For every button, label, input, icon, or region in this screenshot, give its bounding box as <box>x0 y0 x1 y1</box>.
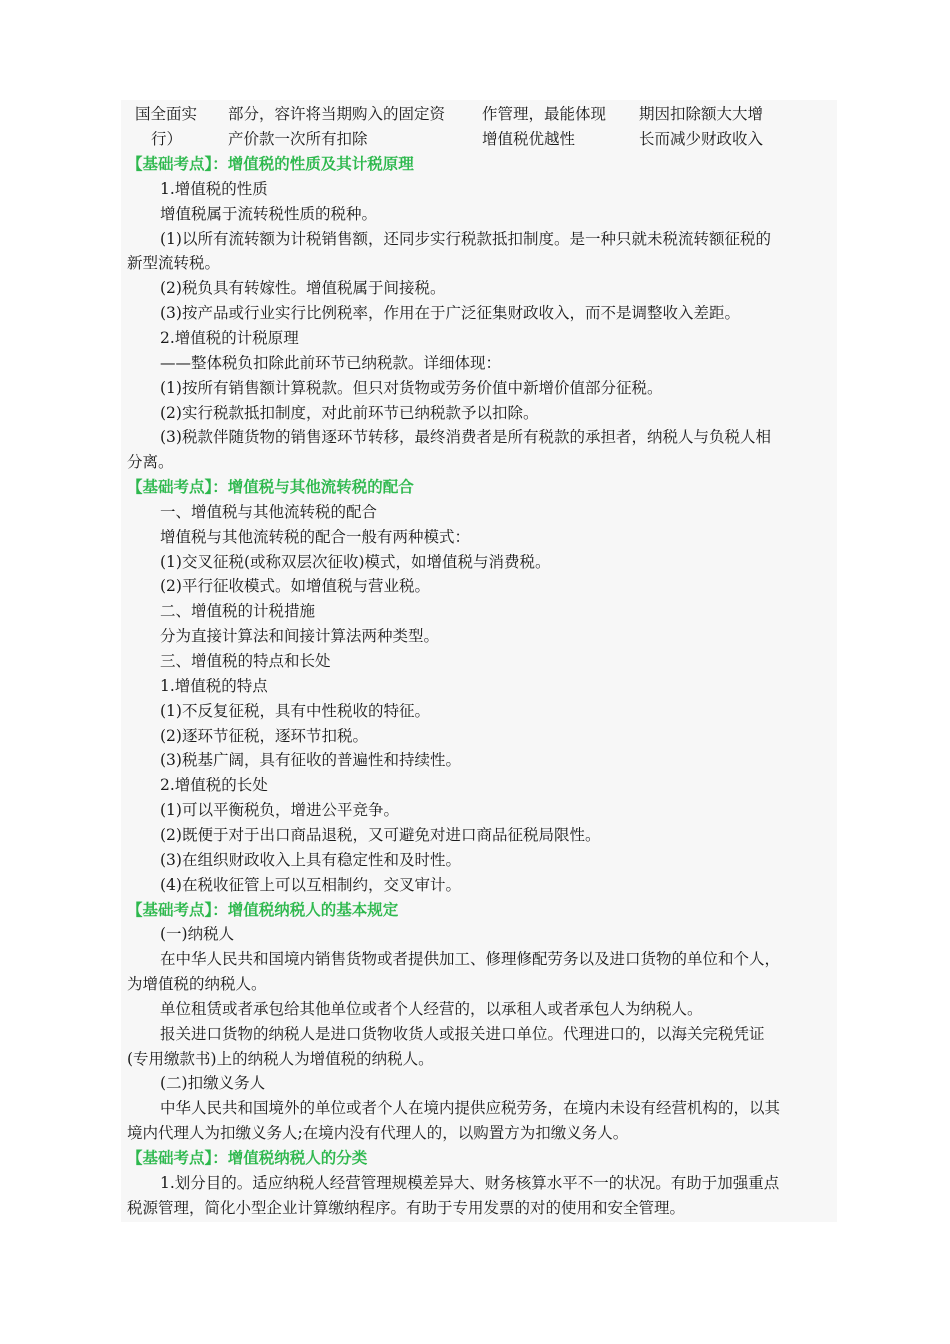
table-cell: 作管理，最能体现 <box>482 105 607 123</box>
text-line: 税源管理，简化小型企业计算缴纳程序。有助于专用发票的对的使用和安全管理。 <box>127 1199 686 1217</box>
section-heading: 【基础考点】：增值税与其他流转税的配合 <box>127 478 414 496</box>
text-line: 单位租赁或者承包给其他单位或者个人经营的，以承租人或者承包人为纳税人。 <box>160 1000 703 1018</box>
text-line: (1)交叉征税(或称双层次征收)模式，如增值税与消费税。 <box>160 553 551 571</box>
text-line: 分为直接计算法和间接计算法两种类型。 <box>160 627 440 645</box>
text-line: 二、增值税的计税措施 <box>160 602 316 620</box>
text-line: (1)不反复征税，具有中性税收的特征。 <box>160 702 430 720</box>
text-line: ——整体税负扣除此前环节已纳税款。详细体现： <box>160 354 502 372</box>
text-line: 报关进口货物的纳税人是进口货物收货人或报关进口单位。代理进口的，以海关完税凭证 <box>160 1025 765 1043</box>
table-cell: 国全面实 <box>135 105 198 123</box>
text-line: (1)可以平衡税负，增进公平竞争。 <box>160 801 399 819</box>
text-line: 新型流转税。 <box>127 254 221 272</box>
text-line: (专用缴款书)上的纳税人为增值税的纳税人。 <box>127 1050 434 1068</box>
text-line: (1)以所有流转额为计税销售额，还同步实行税款抵扣制度。是一种只就未税流转额征税的 <box>160 230 771 248</box>
text-line: (2)实行税款抵扣制度，对此前环节已纳税款予以扣除。 <box>160 404 539 422</box>
text-line: (2)逐环节征税，逐环节扣税。 <box>160 727 368 745</box>
text-line: (2)税负具有转嫁性。增值税属于间接税。 <box>160 279 446 297</box>
table-cell: 期因扣除额大大增 <box>639 105 764 123</box>
text-line: 三、增值税的特点和长处 <box>160 652 331 670</box>
text-line: (一)纳税人 <box>160 925 235 943</box>
text-line: 为增值税的纳税人。 <box>127 975 267 993</box>
text-line: (二)扣缴义务人 <box>160 1074 266 1092</box>
text-line: 1.划分目的。适应纳税人经营管理规模差异大、财务核算水平不一的状况。有助于加强重点 <box>160 1174 780 1192</box>
text-line: (2)平行征收模式。如增值税与营业税。 <box>160 577 430 595</box>
table-cell: 行） <box>151 130 183 148</box>
text-line: 1.增值税的特点 <box>160 677 268 695</box>
text-line: 一、增值税与其他流转税的配合 <box>160 503 378 521</box>
text-line: 1.增值税的性质 <box>160 180 268 198</box>
text-line: 中华人民共和国境外的单位或者个人在境内提供应税劳务，在境内未设有经营机构的，以其 <box>160 1099 781 1117</box>
text-line: 分离。 <box>127 453 174 471</box>
table-fragment <box>121 100 837 152</box>
text-line: (4)在税收征管上可以互相制约，交叉审计。 <box>160 876 461 894</box>
table-cell: 增值税优越性 <box>482 130 576 148</box>
section-heading: 【基础考点】：增值税纳税人的分类 <box>127 1149 368 1167</box>
text-line: 在中华人民共和国境内销售货物或者提供加工、修理修配劳务以及进口货物的单位和个人， <box>160 950 781 968</box>
text-line: (3)税基广阔，具有征收的普遍性和持续性。 <box>160 751 461 769</box>
text-line: 2.增值税的计税原理 <box>160 329 299 347</box>
section-heading: 【基础考点】：增值税的性质及其计税原理 <box>127 155 414 173</box>
text-line: (3)按产品或行业实行比例税率，作用在于广泛征集财政收入，而不是调整收入差距。 <box>160 304 740 322</box>
text-line: 增值税属于流转税性质的税种。 <box>160 205 378 223</box>
text-line: (1)按所有销售额计算税款。但只对货物或劳务价值中新增价值部分征税。 <box>160 379 663 397</box>
text-line: 2.增值税的长处 <box>160 776 268 794</box>
text-line: 境内代理人为扣缴义务人;在境内没有代理人的，以购置方为扣缴义务人。 <box>127 1124 629 1142</box>
table-cell: 长而减少财政收入 <box>639 130 764 148</box>
table-cell: 部分，容许将当期购入的固定资 <box>228 105 446 123</box>
text-line: (2)既便于对于出口商品退税，又可避免对进口商品征税局限性。 <box>160 826 601 844</box>
table-cell: 产价款一次所有扣除 <box>228 130 368 148</box>
section-heading: 【基础考点】：增值税纳税人的基本规定 <box>127 901 399 919</box>
text-line: (3)在组织财政收入上具有稳定性和及时性。 <box>160 851 461 869</box>
text-line: (3)税款伴随货物的销售逐环节转移，最终消费者是所有税款的承担者，纳税人与负税人相 <box>160 428 771 446</box>
text-line: 增值税与其他流转税的配合一般有两种模式： <box>160 528 471 546</box>
